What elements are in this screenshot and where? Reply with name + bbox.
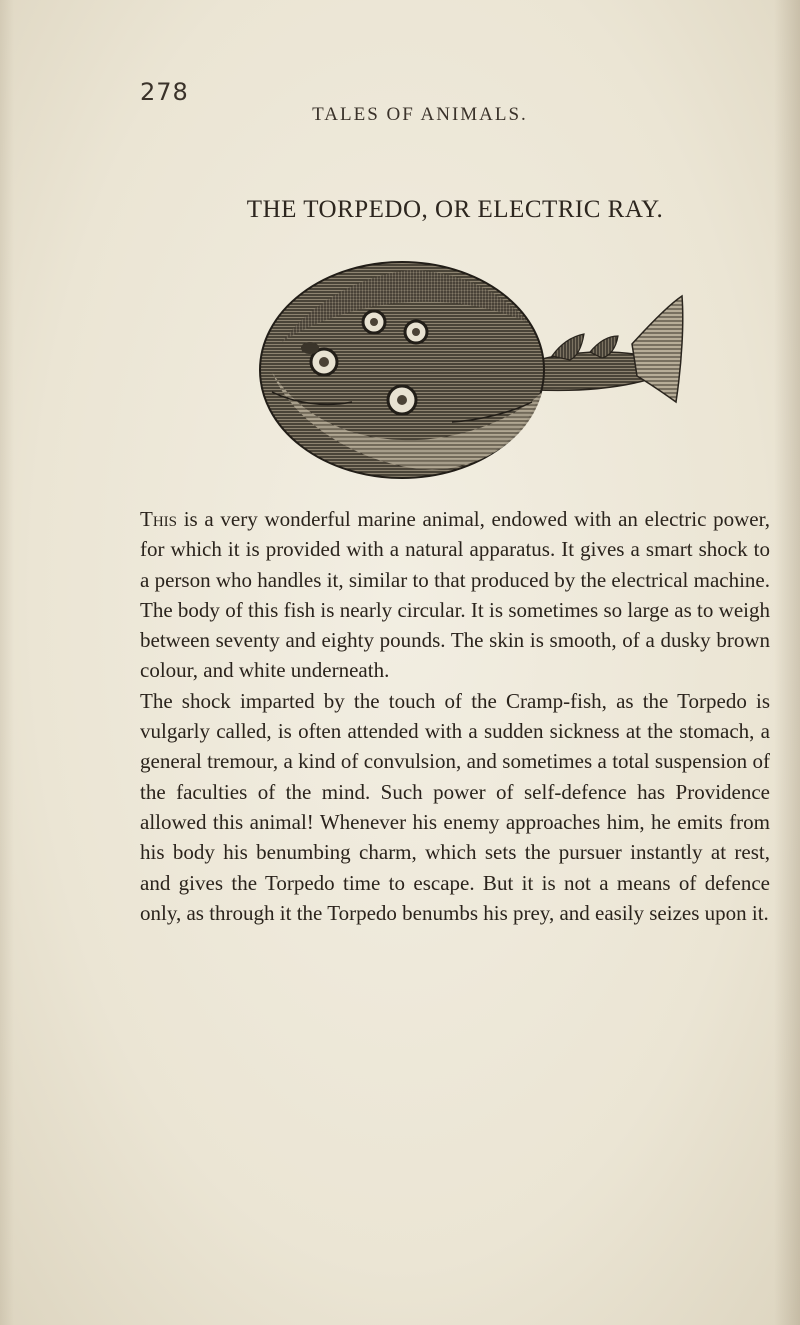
- page-gutter-shadow: [0, 0, 14, 1325]
- page-header: [140, 78, 700, 125]
- torpedo-fish-illustration: [252, 252, 692, 492]
- paragraph-1: [140, 504, 770, 686]
- paragraph-2: The shock imparted by the touch of the Cramp-fish, as the Torpedo is vulgarly called, is often attended with a sudden sickness at the stomach, a general tremour, a kind of convulsion, and sometimes a total suspension of the faculties of the mind. Such power of self-defence has Providence allowed this animal! Whenever his enemy approaches him, he emits from his body his benumbing charm, which sets the pursuer instantly at rest, and gives the Torpedo time to escape. But it is not a means of defence only, as through it the Torpedo benumbs his prey, and easily seizes upon it.: [140, 688, 770, 925]
- paragraph-1-text: is a very wonderful marine animal, endowed with an electric power, for which it is provided with a natural apparatus. It gives a smart shock to a person who handles it, similar to that produced by the electrical machine. The body of this fish is nearly circular. It is sometimes so large as to weigh between seventy and eighty pounds. The skin is smooth, of a dusky brown colour, and white underneath.: [140, 507, 770, 683]
- torpedo-fish-engraving: [252, 252, 692, 492]
- page-number: 278: [140, 78, 189, 106]
- article-title: THE TORPEDO, OR ELECTRIC RAY.: [246, 196, 664, 223]
- page-edge-shadow: [774, 0, 800, 1325]
- running-head: TALES OF ANIMALS.: [312, 104, 528, 125]
- article-body: [140, 504, 770, 928]
- paragraph-1-lead: This: [140, 507, 177, 531]
